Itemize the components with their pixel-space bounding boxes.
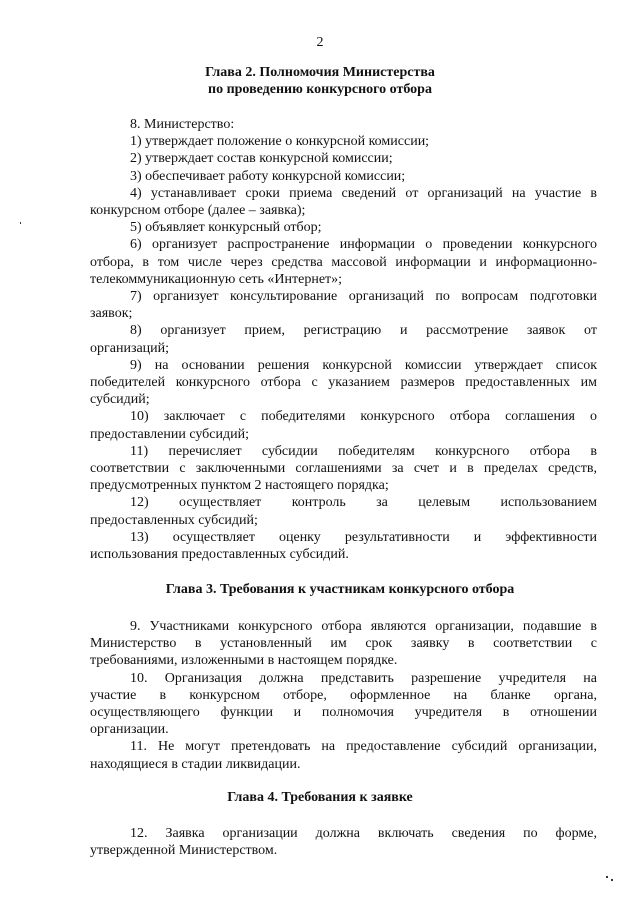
text-line: 10) заключает с победителями конкурсного отбора соглашения о bbox=[130, 409, 597, 425]
text-line: 4) устанавливает сроки приема сведений от организаций на участие в bbox=[130, 185, 597, 201]
text-line: 8. Министерство: bbox=[130, 117, 235, 132]
page-number: 2 bbox=[316, 35, 324, 50]
text-line: 7) организует консультирование организаций по вопросам подготовки bbox=[130, 289, 597, 304]
text-line: заявок; bbox=[90, 306, 133, 322]
text-line: предоставлении субсидий; bbox=[90, 426, 249, 442]
text-line: использования предоставленных субсидий. bbox=[90, 547, 349, 562]
scan-speck bbox=[606, 876, 608, 878]
text-line: Министерство в установленный им срок заявку в соответствии с bbox=[90, 636, 597, 652]
text-line: 9) на основании решения конкурсной комиссии утверждает список bbox=[130, 357, 597, 373]
text-line: участие в конкурсном отборе, оформленное на бланке органа, bbox=[90, 687, 597, 703]
text-line: субсидий; bbox=[90, 392, 150, 408]
text-line: организаций; bbox=[90, 340, 170, 356]
scan-speck bbox=[20, 222, 21, 224]
text-line: 8) организует прием, регистрацию и рассмотрение заявок от bbox=[130, 323, 597, 339]
text-line: предоставленных субсидий; bbox=[90, 512, 258, 528]
text-line: требованиями, изложенными в настоящем порядке. bbox=[90, 653, 398, 669]
text-line: 12) осуществляет контроль за целевым использованием bbox=[130, 495, 597, 511]
text-line: телекоммуникационную сеть «Интернет»; bbox=[90, 271, 343, 287]
text-line: 11. Не могут претендовать на предоставление субсидий организации, bbox=[130, 739, 597, 755]
text-line: 13) осуществляет оценку результативности и эффективности bbox=[130, 529, 597, 545]
text-line: 3) обеспечивает работу конкурсной комиссии; bbox=[130, 168, 406, 184]
text-line: осуществляющего функции и полномочия учредителя в отношении bbox=[90, 705, 597, 720]
text-line: утвержденной Министерством. bbox=[90, 843, 278, 859]
text-line: 5) объявляет конкурсный отбор; bbox=[130, 220, 322, 236]
text-line: находящиеся в стадии ликвидации. bbox=[90, 756, 301, 772]
text-line: предусмотренных пунктом 2 настоящего порядка; bbox=[90, 478, 389, 494]
chapter-4-title: Глава 4. Требования к заявке bbox=[227, 790, 413, 805]
text-line: 11) перечисляет субсидии победителям конкурсного отбора в bbox=[130, 443, 597, 459]
text-line: 12. Заявка организации должна включать сведения по форме, bbox=[130, 826, 597, 841]
text-line: победителей конкурсного отбора с указанием размеров предоставленных им bbox=[90, 375, 597, 390]
scan-speck bbox=[611, 879, 613, 881]
text-line: отбора, в том числе через средства массовой информации и информационно- bbox=[90, 254, 597, 270]
text-line: организации. bbox=[90, 722, 169, 738]
text-line: конкурсном отборе (далее – заявка); bbox=[90, 203, 306, 218]
text-line: 9. Участниками конкурсного отбора являются организации, подавшие в bbox=[130, 619, 597, 634]
text-line: соответствии с заключенными соглашениями за счет и в пределах средств, bbox=[90, 461, 597, 476]
text-line: 1) утверждает положение о конкурсной комиссии; bbox=[130, 134, 430, 150]
text-line: 2) утверждает состав конкурсной комиссии; bbox=[130, 151, 393, 167]
chapter-2-title-line-2: по проведению конкурсного отбора bbox=[208, 82, 432, 97]
chapter-3-title: Глава 3. Требования к участникам конкурсного отбора bbox=[165, 582, 515, 597]
text-line: 6) организует распространение информации о проведении конкурсного bbox=[130, 237, 597, 253]
chapter-2-title-line-1: Глава 2. Полномочия Министерства bbox=[205, 65, 435, 80]
text-line: 10. Организация должна представить разрешение учредителя на bbox=[130, 670, 597, 686]
